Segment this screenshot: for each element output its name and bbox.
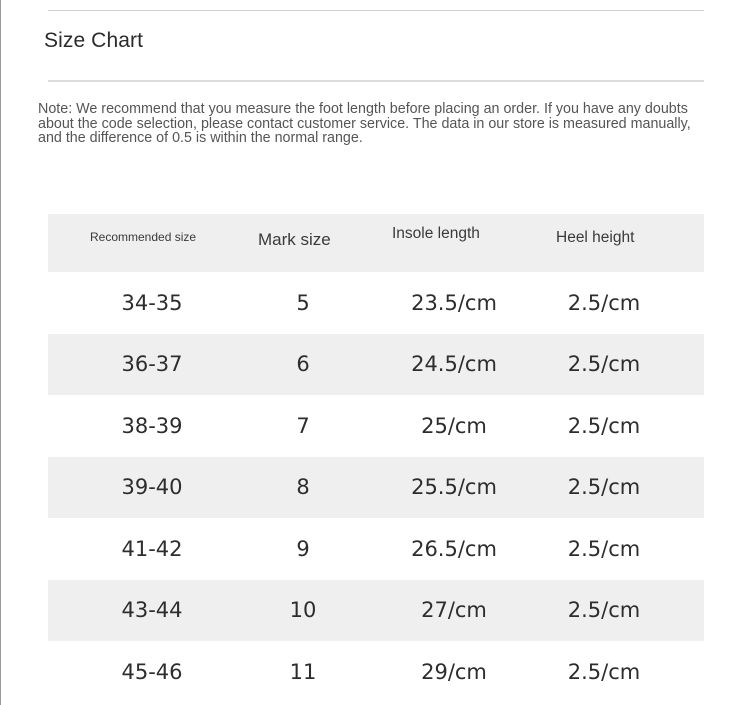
cell-mark-size: 10 <box>289 598 317 623</box>
cell-insole-length: 26.5/cm <box>411 536 497 561</box>
page-title: Size Chart <box>44 29 144 52</box>
table-row <box>48 272 704 334</box>
cell-heel-height: 2.5/cm <box>567 598 641 623</box>
title-divider <box>48 80 704 82</box>
cell-mark-size: 6 <box>296 352 310 377</box>
top-divider <box>48 10 704 11</box>
cell-insole-length: 23.5/cm <box>411 290 497 315</box>
cell-recommended-size: 39-40 <box>121 475 183 500</box>
header-heel-height: Heel height <box>556 229 635 246</box>
cell-heel-height: 2.5/cm <box>567 475 641 500</box>
cell-heel-height: 2.5/cm <box>567 536 641 561</box>
table-row <box>48 334 704 396</box>
header-insole-length: Insole length <box>392 225 480 242</box>
table-header-row <box>48 214 704 272</box>
cell-insole-length: 24.5/cm <box>411 352 497 377</box>
size-table <box>48 214 704 703</box>
cell-insole-length: 25/cm <box>421 413 487 438</box>
cell-mark-size: 7 <box>296 413 310 438</box>
measurement-note: Note: We recommend that you measure the foot length before placing an order. If you have any doubts about the code selection, please contact customer service. The data in our store is measured manually, and the difference of 0.5 is within the normal range. <box>38 101 691 147</box>
table-row <box>48 518 704 580</box>
table-row <box>48 580 704 642</box>
cell-insole-length: 29/cm <box>421 659 487 684</box>
table-row <box>48 641 704 703</box>
cell-heel-height: 2.5/cm <box>567 352 641 377</box>
table-row <box>48 395 704 457</box>
table-row <box>48 457 704 519</box>
cell-heel-height: 2.5/cm <box>567 413 641 438</box>
cell-insole-length: 27/cm <box>421 598 487 623</box>
cell-insole-length: 25.5/cm <box>411 475 497 500</box>
cell-heel-height: 2.5/cm <box>567 290 641 315</box>
cell-mark-size: 5 <box>296 290 310 315</box>
cell-recommended-size: 36-37 <box>121 352 183 377</box>
cell-mark-size: 9 <box>296 536 310 561</box>
cell-mark-size: 8 <box>296 475 310 500</box>
page-left-border <box>0 0 1 705</box>
cell-recommended-size: 38-39 <box>121 413 183 438</box>
header-recommended-size: Recommended size <box>90 230 197 244</box>
header-mark-size: Mark size <box>258 230 331 249</box>
cell-recommended-size: 45-46 <box>121 659 183 684</box>
cell-recommended-size: 43-44 <box>121 598 183 623</box>
cell-recommended-size: 34-35 <box>121 290 183 315</box>
cell-recommended-size: 41-42 <box>121 536 183 561</box>
cell-heel-height: 2.5/cm <box>567 659 641 684</box>
cell-mark-size: 11 <box>289 659 317 684</box>
